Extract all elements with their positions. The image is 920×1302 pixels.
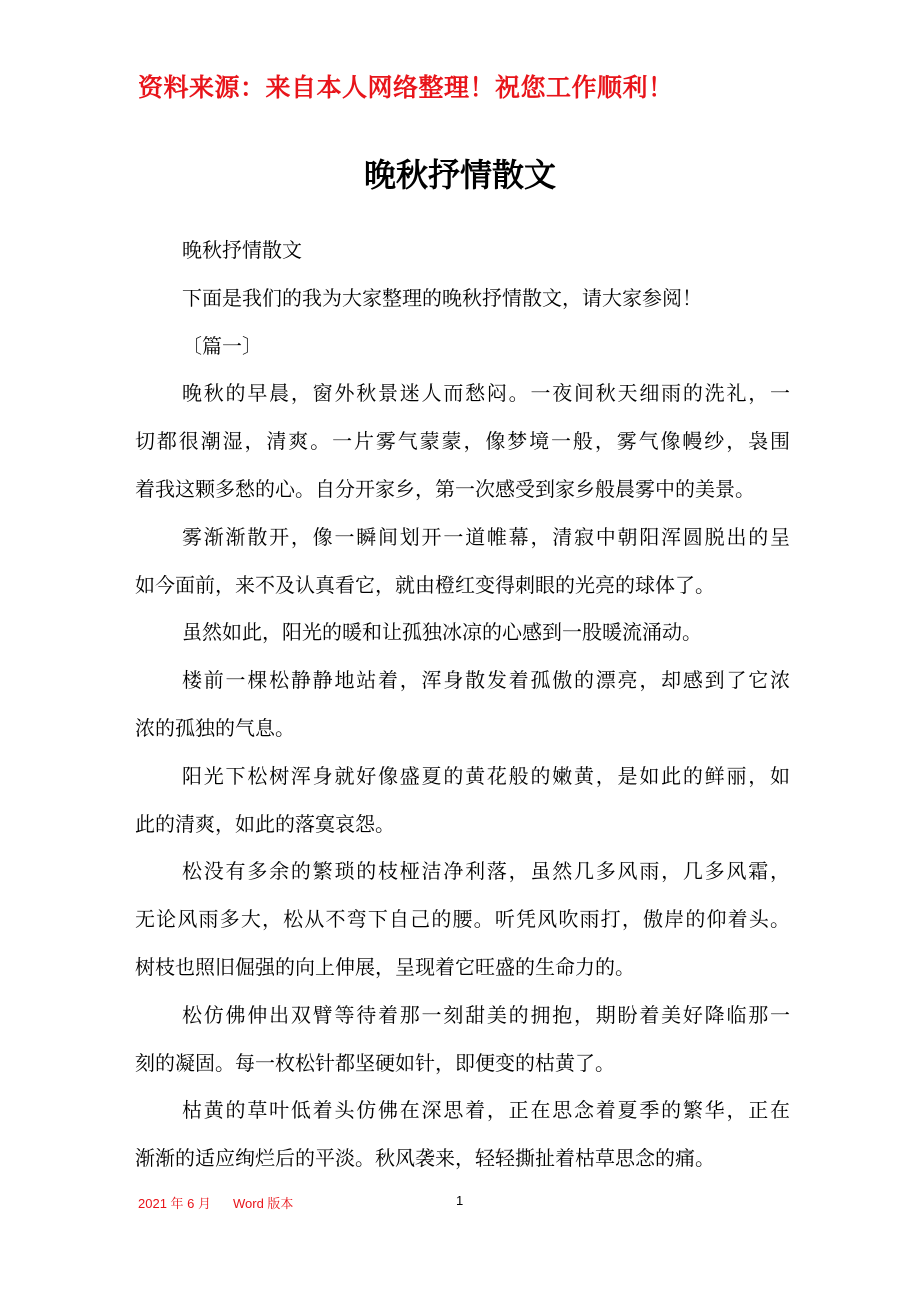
footer-date: 2021 年 6 月 — [138, 1196, 211, 1211]
paragraph-line: 切都很潮湿，清爽。一片雾气蒙蒙，像梦境一般，雾气像幔纱，袅围 — [135, 429, 790, 454]
paragraph-line: 下面是我们的我为大家整理的晚秋抒情散文，请大家参阅！ — [182, 285, 702, 310]
paragraph-line: 枯黄的草叶低着头仿佛在深思着，正在思念着夏季的繁华，正在 — [182, 1098, 790, 1123]
paragraph-line: 此的清爽，如此的落寞哀怨。 — [135, 811, 395, 836]
paragraph-line: 树枝也照旧倔强的向上伸展，呈现着它旺盛的生命力的。 — [135, 954, 635, 979]
paragraph-line: 松没有多余的繁琐的枝桠洁净利落，虽然几多风雨，几多风霜， — [182, 859, 790, 884]
paragraph — [135, 753, 790, 849]
paragraph — [135, 657, 790, 753]
document-body — [135, 227, 790, 1183]
paragraph-line: 虽然如此，阳光的暖和让孤独冰凉的心感到一股暖流涌动。 — [182, 620, 702, 645]
paragraph-line: 渐渐的适应绚烂后的平淡。秋风袭来，轻轻撕扯着枯草思念的痛。 — [135, 1146, 715, 1171]
paragraph-line: 松仿佛伸出双臂等待着那一刻甜美的拥抱，期盼着美好降临那一 — [182, 1002, 790, 1027]
paragraph — [135, 992, 790, 1088]
paragraph — [135, 323, 790, 371]
paragraph-line: 着我这颗多愁的心。自分开家乡，第一次感受到家乡般晨雾中的美景。 — [135, 476, 755, 501]
page-number: 1 — [456, 1193, 464, 1208]
paragraph — [135, 1087, 790, 1183]
paragraph-line: 浓的孤独的气息。 — [135, 715, 295, 740]
paragraph — [135, 609, 790, 657]
paragraph — [135, 514, 790, 610]
paragraph — [135, 848, 790, 991]
paragraph-line: 阳光下松树浑身就好像盛夏的黄花般的嫩黄，是如此的鲜丽，如 — [182, 763, 790, 788]
paragraph — [135, 275, 790, 323]
paragraph — [135, 370, 790, 513]
paragraph-line: 〔篇一〕 — [182, 333, 262, 358]
footer-version: Word 版本 — [233, 1196, 294, 1211]
paragraph-line: 刻的凝固。每一枚松针都坚硬如针，即便变的枯黄了。 — [135, 1050, 615, 1075]
paragraph-line: 晚秋的早晨，窗外秋景迷人而愁闷。一夜间秋天细雨的洗礼，一 — [182, 381, 790, 406]
paragraph-line: 晚秋抒情散文 — [182, 238, 302, 262]
paragraph-line: 如今面前，来不及认真看它，就由橙红变得刺眼的光亮的球体了。 — [135, 572, 715, 597]
paragraph-line: 雾渐渐散开，像一瞬间划开一道帷幕，清寂中朝阳浑圆脱出的呈 — [182, 524, 790, 549]
paragraph — [135, 227, 790, 275]
document-title: 晚秋抒情散文 — [363, 156, 556, 194]
paragraph-line: 无论风雨多大，松从不弯下自己的腰。听凭风吹雨打，傲岸的仰着头。 — [135, 907, 790, 932]
source-banner: 资料来源：来自本人网络整理！祝您工作顺利！ — [138, 73, 674, 102]
paragraph-line: 楼前一棵松静静地站着，浑身散发着孤傲的漂亮，却感到了它浓 — [182, 668, 790, 693]
